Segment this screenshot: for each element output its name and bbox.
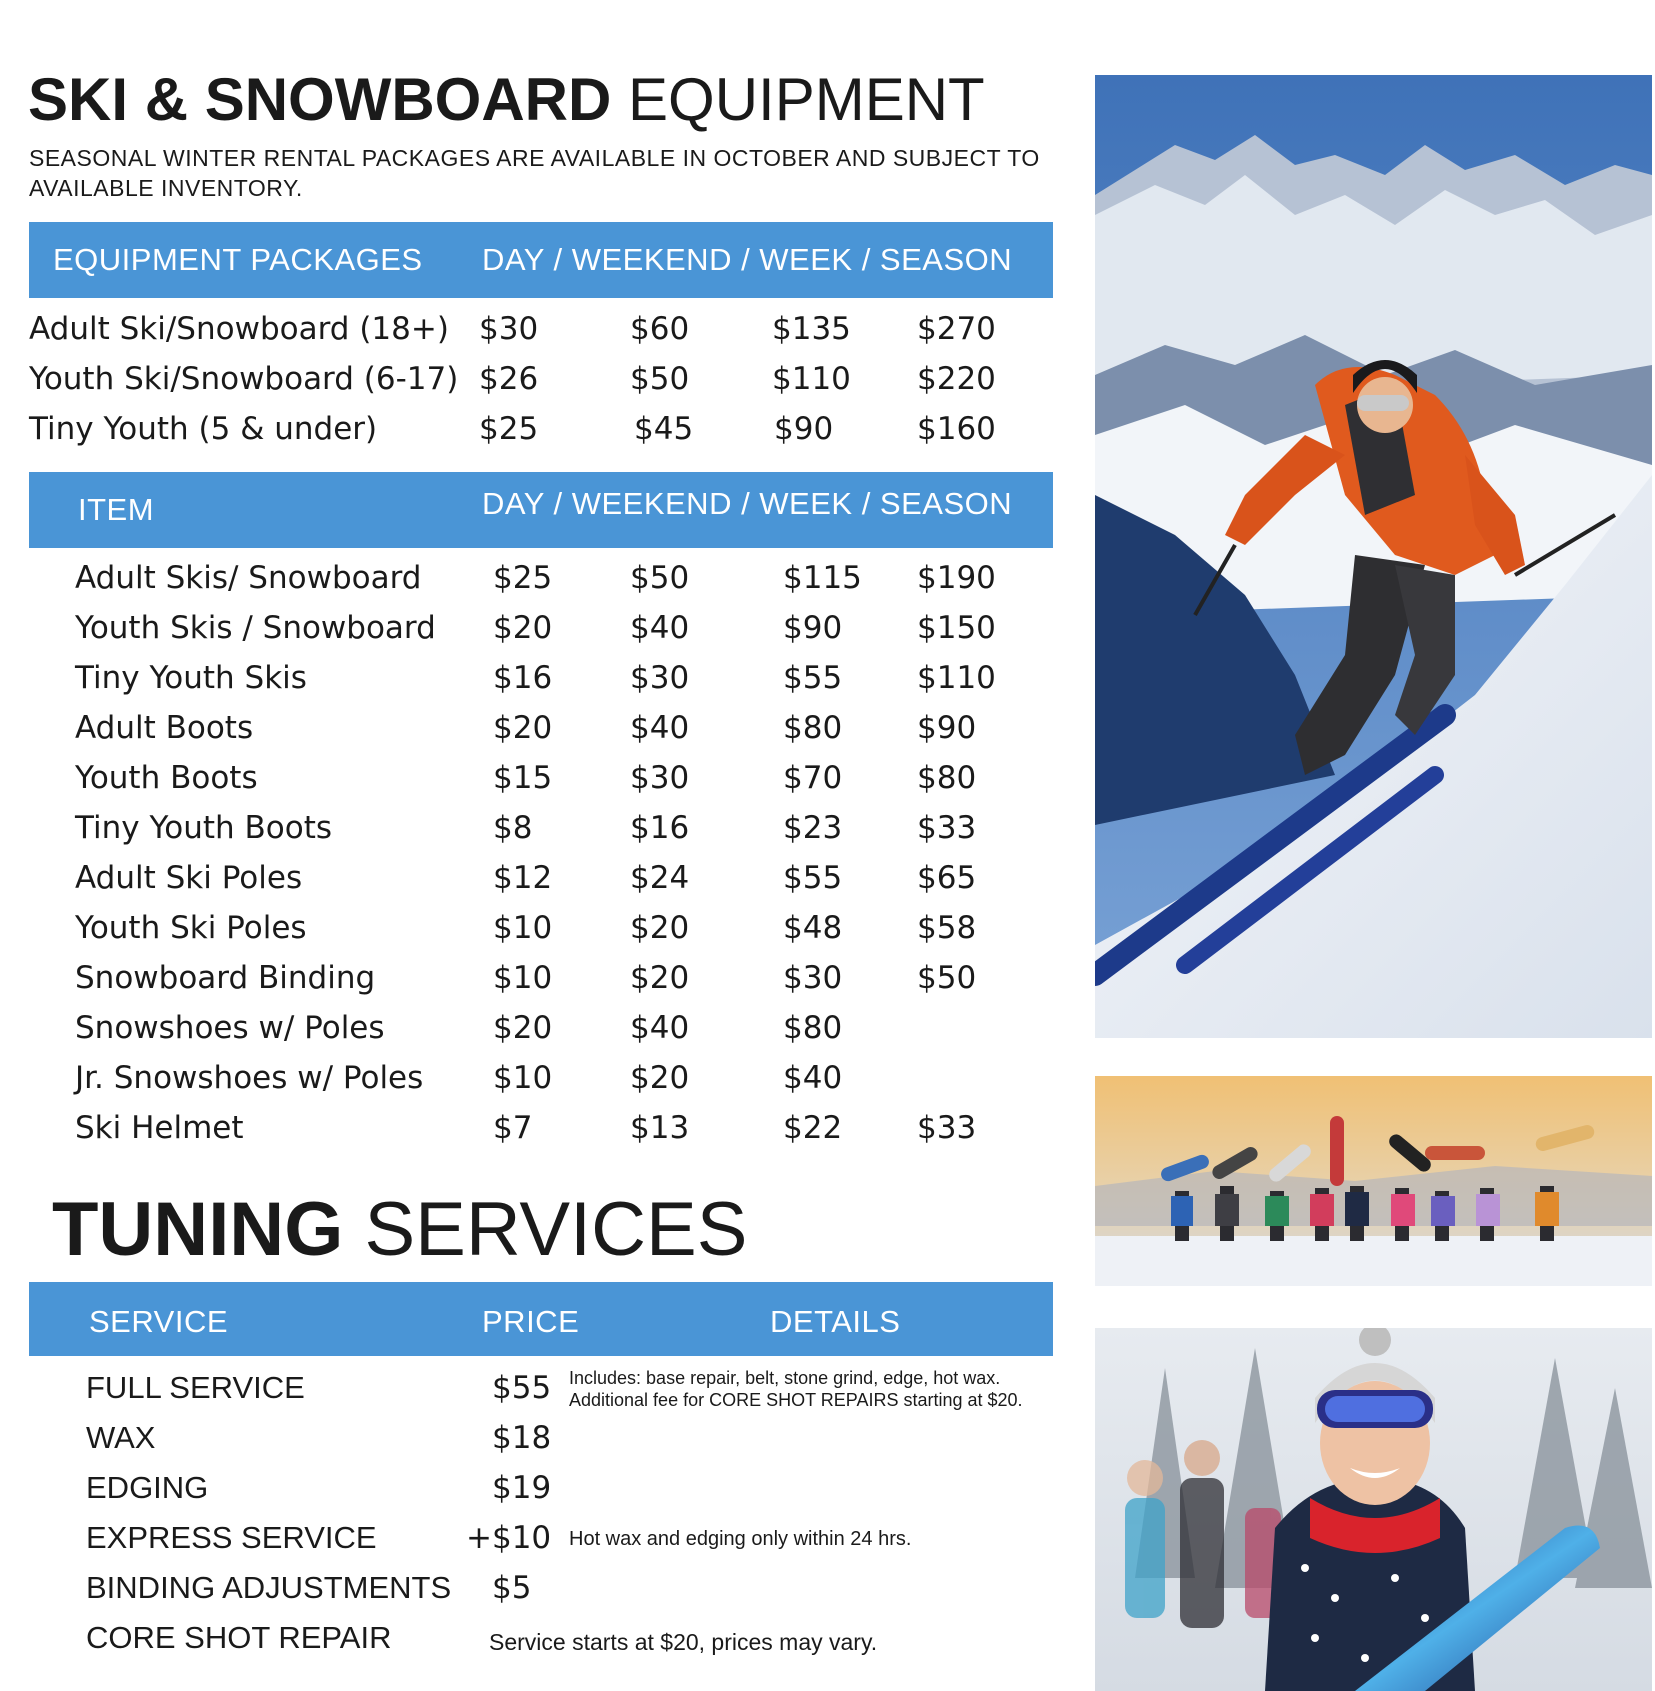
service-price: $5 [492,1570,532,1606]
item-week-price: $80 [783,710,843,746]
item-day-price: $25 [493,560,553,596]
item-week-price: $48 [783,910,843,946]
item-day-price: $15 [493,760,553,796]
item-week-price: $70 [783,760,843,796]
package-day-price: $30 [479,311,539,347]
tuning-title-light: SERVICES [364,1187,748,1272]
package-weekend-price: $45 [634,411,694,447]
item-week-price: $40 [783,1060,843,1096]
service-details-line1: Hot wax and edging only within 24 hrs. [569,1528,912,1550]
item-week-price: $80 [783,1010,843,1046]
item-day-price: $7 [493,1110,533,1146]
item-day-price: $20 [493,1010,553,1046]
items-header-label: ITEM [78,492,155,527]
service-name: WAX [86,1420,156,1455]
package-weekend-price: $60 [630,311,690,347]
item-season-price: $65 [917,860,977,896]
item-season-price: $90 [917,710,977,746]
service-details-line1: Includes: base repair, belt, stone grind, edge, hot wax. [569,1368,1001,1388]
package-week-price: $110 [772,361,851,397]
item-week-price: $90 [783,610,843,646]
skier-photo [1095,75,1652,1038]
service-name: BINDING ADJUSTMENTS [86,1570,452,1605]
equipment-title-light: EQUIPMENT [628,66,985,133]
item-name: Youth Skis / Snowboard [75,610,436,646]
item-weekend-price: $40 [630,610,690,646]
items-header-bar [29,472,1053,548]
equipment-note-line1: SEASONAL WINTER RENTAL PACKAGES ARE AVAILABLE IN OCTOBER AND SUBJECT TO [29,145,1040,171]
package-name: Adult Ski/Snowboard (18+) [29,311,449,347]
service-details [569,1367,1023,1411]
item-weekend-price: $30 [630,760,690,796]
item-weekend-price: $24 [630,860,690,896]
item-day-price: $10 [493,910,553,946]
item-week-price: $115 [783,560,862,596]
item-day-price: $12 [493,860,553,896]
service-name: CORE SHOT REPAIR [86,1620,392,1655]
smiling-snowboarder-photo [1095,1328,1652,1691]
equipment-title-bold: SKI & SNOWBOARD [28,66,612,133]
item-weekend-price: $20 [630,960,690,996]
item-day-price: $10 [493,960,553,996]
tuning-title-bold: TUNING [52,1187,344,1272]
item-name: Snowboard Binding [75,960,376,996]
item-name: Adult Ski Poles [75,860,303,896]
item-name: Jr. Snowshoes w/ Poles [75,1060,424,1096]
item-weekend-price: $40 [630,1010,690,1046]
item-season-price: $50 [917,960,977,996]
item-week-price: $30 [783,960,843,996]
item-season-price: $110 [917,660,996,696]
packages-header-periods: DAY / WEEKEND / WEEK / SEASON [482,242,1013,277]
item-season-price: $190 [917,560,996,596]
item-name: Adult Skis/ Snowboard [75,560,422,596]
service-price: $19 [492,1470,552,1506]
item-week-price: $22 [783,1110,843,1146]
item-day-price: $10 [493,1060,553,1096]
tuning-header-price: PRICE [482,1304,580,1339]
service-details-line2: Additional fee for CORE SHOT REPAIRS starting at $20. [569,1390,1023,1410]
equipment-note [29,143,1040,203]
package-day-price: $25 [479,411,539,447]
service-price: $55 [492,1370,552,1406]
service-details-line1: Service starts at $20, prices may vary. [489,1629,878,1655]
item-week-price: $55 [783,660,843,696]
item-name: Adult Boots [75,710,254,746]
item-season-price: $33 [917,1110,977,1146]
service-name: EXPRESS SERVICE [86,1520,377,1555]
tuning-header-service: SERVICE [89,1304,229,1339]
item-week-price: $55 [783,860,843,896]
item-day-price: $20 [493,610,553,646]
item-weekend-price: $20 [630,910,690,946]
item-day-price: $20 [493,710,553,746]
package-season-price: $270 [917,311,996,347]
tuning-title [52,1187,748,1272]
packages-header-label: EQUIPMENT PACKAGES [53,242,423,277]
service-name: FULL SERVICE [86,1370,305,1405]
item-week-price: $23 [783,810,843,846]
package-week-price: $90 [774,411,834,447]
equipment-title [28,66,985,133]
item-name: Snowshoes w/ Poles [75,1010,385,1046]
service-name: EDGING [86,1470,209,1505]
item-weekend-price: $20 [630,1060,690,1096]
tuning-header-details: DETAILS [770,1304,901,1339]
item-weekend-price: $16 [630,810,690,846]
packages-header-bar [29,222,1053,298]
package-name: Youth Ski/Snowboard (6-17) [29,361,459,397]
package-name: Tiny Youth (5 & under) [29,411,378,447]
package-season-price: $160 [917,411,996,447]
item-name: Youth Boots [75,760,258,796]
package-season-price: $220 [917,361,996,397]
service-price: +$10 [466,1520,552,1556]
group-snowboards-photo [1095,1076,1652,1286]
items-header-periods: DAY / WEEKEND / WEEK / SEASON [482,486,1013,521]
service-price: $18 [492,1420,552,1456]
item-weekend-price: $30 [630,660,690,696]
tuning-header-bar [29,1282,1053,1356]
item-name: Ski Helmet [75,1110,244,1146]
item-name: Tiny Youth Skis [75,660,307,696]
item-season-price: $58 [917,910,977,946]
equipment-note-line2: AVAILABLE INVENTORY. [29,175,303,201]
item-day-price: $8 [493,810,533,846]
item-name: Youth Ski Poles [75,910,307,946]
package-day-price: $26 [479,361,539,397]
package-week-price: $135 [772,311,851,347]
package-weekend-price: $50 [630,361,690,397]
item-season-price: $33 [917,810,977,846]
item-name: Tiny Youth Boots [75,810,333,846]
service-details [569,1528,911,1550]
item-weekend-price: $13 [630,1110,690,1146]
service-details [489,1631,877,1653]
item-day-price: $16 [493,660,553,696]
item-season-price: $150 [917,610,996,646]
item-weekend-price: $40 [630,710,690,746]
item-weekend-price: $50 [630,560,690,596]
item-season-price: $80 [917,760,977,796]
